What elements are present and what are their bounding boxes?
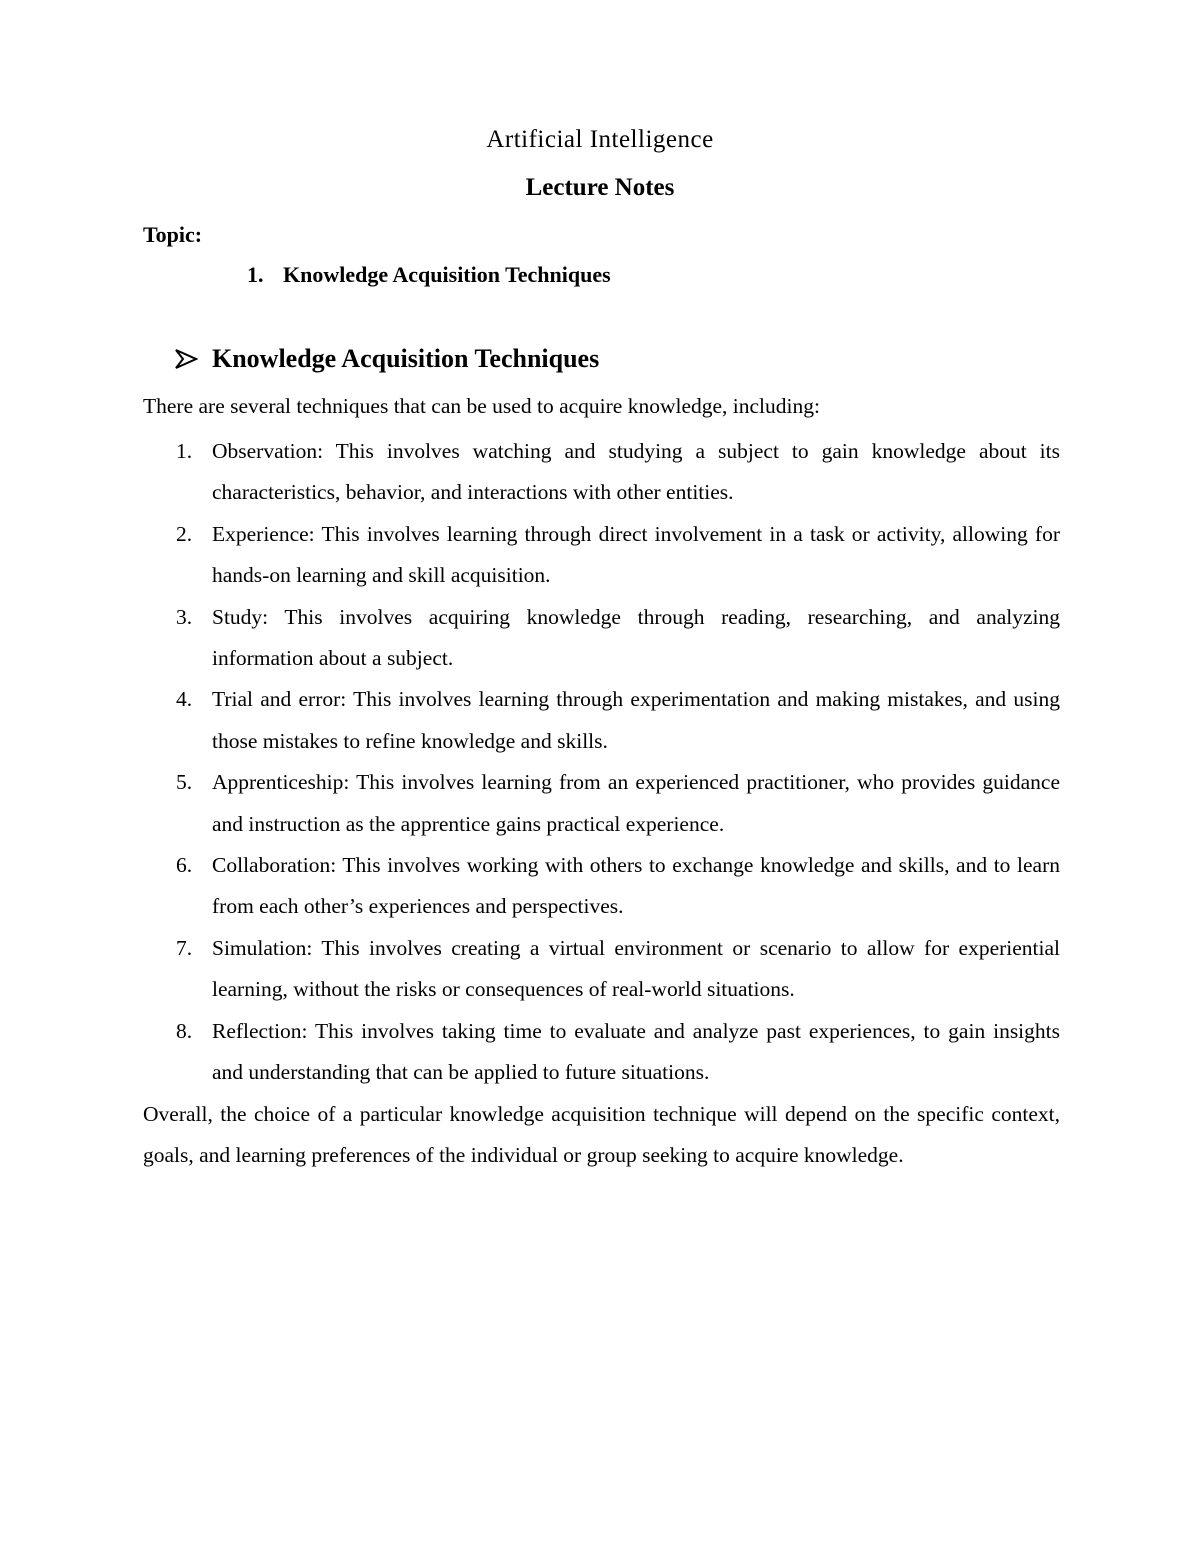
technique-number: 1. bbox=[176, 439, 193, 463]
technique-text: Apprenticeship: This involves learning from an experienced practitioner, who provides guidance and instruction as the apprentice gains practical experience. bbox=[212, 770, 1060, 836]
technique-text: Trial and error: This involves learning through experimentation and making mistakes, and using those mistakes to refine knowledge and skills. bbox=[212, 687, 1060, 753]
technique-item bbox=[143, 597, 1060, 680]
topic-item bbox=[247, 262, 611, 288]
technique-number: 6. bbox=[176, 853, 193, 878]
technique-item bbox=[143, 928, 1060, 1011]
technique-text: Observation: This involves watching and studying a subject to gain knowledge about its characteristics, behavior, and interactions with other entities. bbox=[212, 439, 1060, 505]
technique-item bbox=[143, 762, 1060, 845]
technique-item bbox=[143, 431, 1060, 514]
technique-text: Experience: This involves learning through direct involvement in a task or activity, allowing for hands-on learning and skill acquisition. bbox=[212, 521, 1060, 588]
technique-number: 7. bbox=[176, 935, 193, 960]
technique-item bbox=[143, 845, 1060, 928]
intro-paragraph: There are several techniques that can be used to acquire knowledge, including: bbox=[143, 394, 820, 418]
section-heading-text: Knowledge Acquisition Techniques bbox=[212, 344, 600, 373]
technique-text: Simulation: This involves creating a virtual environment or scenario to allow for experiential learning, without the risks or consequences of real-world situations. bbox=[212, 935, 1060, 1002]
technique-number: 4. bbox=[176, 687, 193, 712]
section-heading bbox=[174, 344, 599, 374]
technique-number: 2. bbox=[176, 521, 193, 546]
technique-number: 8. bbox=[176, 1018, 193, 1043]
conclusion-paragraph: Overall, the choice of a particular knowledge acquisition technique will depend on the specific context, goals, and learning preferences of the individual or group seeking to acquire knowledge. bbox=[143, 1102, 1060, 1168]
technique-item bbox=[143, 679, 1060, 762]
technique-text: Reflection: This involves taking time to evaluate and analyze past experiences, to gain insights and understanding that can be applied to future situations. bbox=[212, 1018, 1060, 1085]
technique-text: Collaboration: This involves working with others to exchange knowledge and skills, and to learn from each other’s experiences and perspectives. bbox=[212, 853, 1060, 919]
technique-item bbox=[143, 514, 1060, 597]
technique-number: 3. bbox=[176, 604, 193, 629]
topic-label: Topic: bbox=[143, 222, 203, 247]
document-title: Artificial Intelligence bbox=[486, 126, 714, 153]
technique-item bbox=[143, 1011, 1060, 1094]
techniques-list bbox=[143, 431, 1060, 1094]
arrowhead-bullet-icon bbox=[174, 345, 212, 373]
topic-item-number: 1. bbox=[247, 262, 264, 287]
technique-text: Study: This involves acquiring knowledge through reading, researching, and analyzing information about a subject. bbox=[212, 604, 1060, 671]
topic-item-text: Knowledge Acquisition Techniques bbox=[283, 262, 611, 287]
technique-number: 5. bbox=[176, 770, 193, 795]
document-subtitle: Lecture Notes bbox=[525, 174, 675, 201]
